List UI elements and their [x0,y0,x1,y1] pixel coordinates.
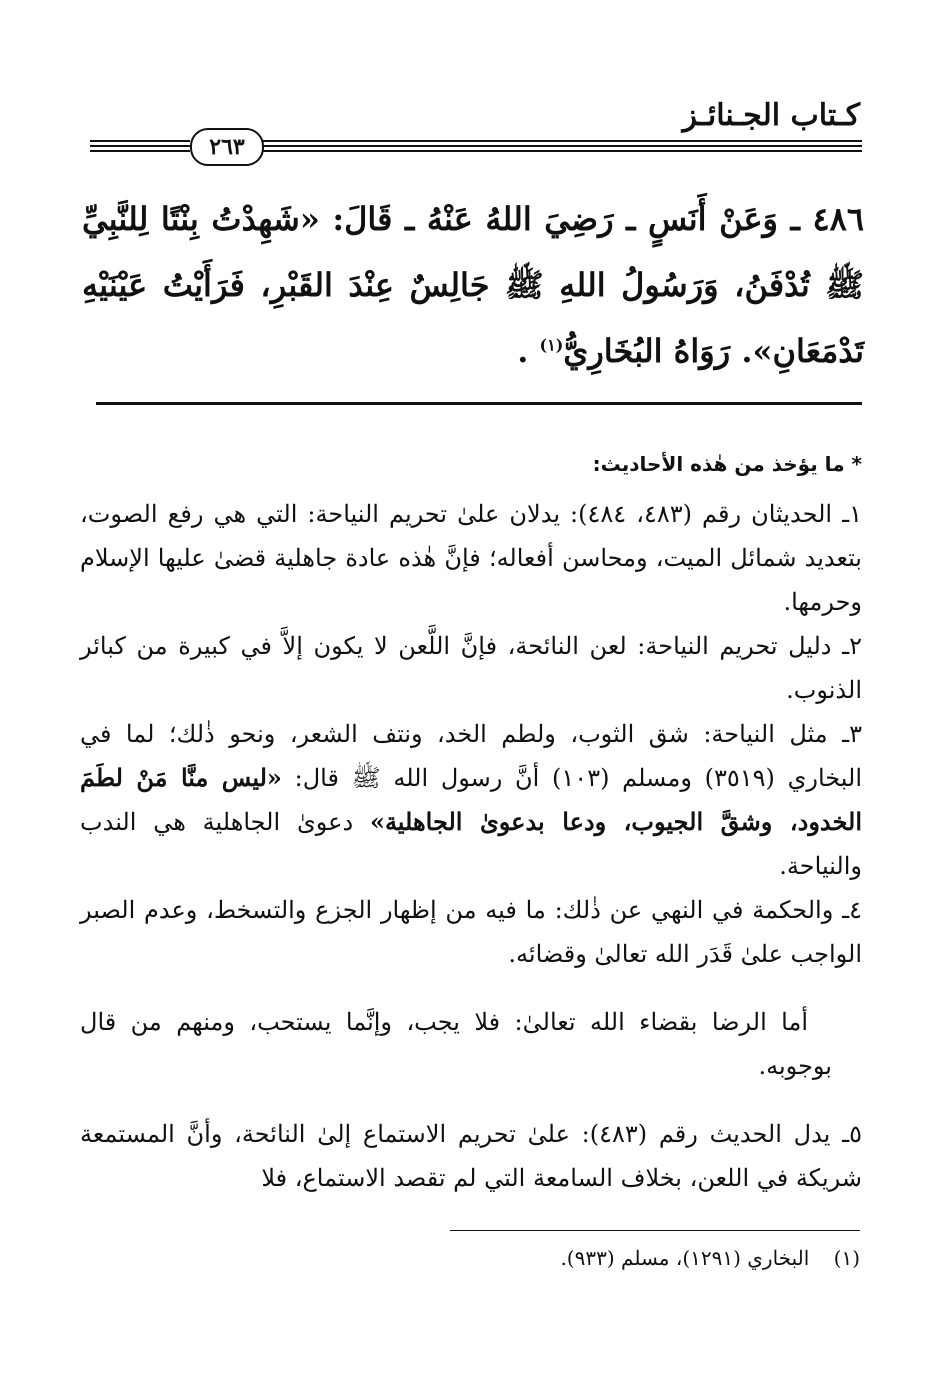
book-title: كـتاب الجـنائـز [682,98,860,133]
benefit-item-4: ٤ـ والحكمة في النهي عن ذٰلك: ما فيه من إظهار الجزع والتسخط، وعدم الصبر الواجب علىٰ قَدَر الله تعالىٰ وقضائه. [80,896,862,968]
header-rule-left [90,140,190,154]
benefits-heading: * ما يؤخذ من هٰذه الأحاديث: [592,452,862,476]
section-divider [96,402,862,405]
header-rule-right [262,140,862,154]
benefit-item-4-continuation: أما الرضا بقضاء الله تعالىٰ: فلا يجب، وإنَّما يستحب، ومنهم من قال بوجوبه. [80,1008,832,1080]
hadith-end: . [517,332,529,370]
benefit-item-3 [80,712,862,888]
footnote-rule [450,1230,860,1231]
hadith-text-block [82,186,864,384]
hadith-text: وَعَنْ أَنَسٍ ـ رَضِيَ اللهُ عَنْهُ ـ قَالَ: «شَهِدْتُ بِنْتًا لِلنَّبِيِّ ﷺ تُدْفَنُ، وَرَسُولُ اللهِ ﷺ جَالِسٌ عِنْدَ القَبْرِ، فَرَأَيْتُ عَيْنَيْهِ تَدْمَعَانِ». رَوَاهُ البُخَارِيُّ [82,200,864,370]
footnote [560,1246,860,1270]
footnote-marker: (١) [833,1246,860,1270]
prophetic-quote: «ليس منَّا مَنْ لطَمَ الخدود، وشقَّ الجيوب، ودعا بدعوىٰ الجاهلية» [80,763,862,836]
benefit-item-3-text: ٣ـ مثل النياحة: شق الثوب، ولطم الخد، ونتف الشعر، ونحو ذٰلك؛ لما في البخاري (٣٥١٩) ومسلم (١٠٣) أنَّ رسول الله ﷺ قال: [80,720,862,792]
hadith-number: ٤٨٦ ـ [790,200,865,238]
benefit-item-2: ٢ـ دليل تحريم النياحة: لعن النائحة، فإنَّ اللَّعن لا يكون إلاَّ في كبيرة من كبائر الذنوب. [80,632,862,704]
benefits-list [80,492,862,1200]
page-number: ٢٦٣ [190,128,264,166]
benefit-item-5: ٥ـ يدل الحديث رقم (٤٨٣): علىٰ تحريم الاستماع إلىٰ النائحة، وأنَّ المستمعة شريكة في اللعن، بخلاف السامعة التي لم تقصد الاستماع، فلا [80,1120,862,1192]
footnote-reference[interactable]: (١) [539,335,564,355]
benefit-item-3-tail: دعوىٰ الجاهلية هي الندب والنياحة. [80,808,862,880]
benefit-item-1: ١ـ الحديثان رقم (٤٨٣، ٤٨٤): يدلان علىٰ تحريم النياحة: التي هي رفع الصوت، بتعديد شمائل الميت، ومحاسن أفعاله؛ فإنَّ هٰذه عادة جاهلية قضىٰ عليها الإسلام وحرمها. [80,500,863,616]
footnote-text: البخاري (١٢٩١)، مسلم (٩٣٣). [560,1246,810,1270]
